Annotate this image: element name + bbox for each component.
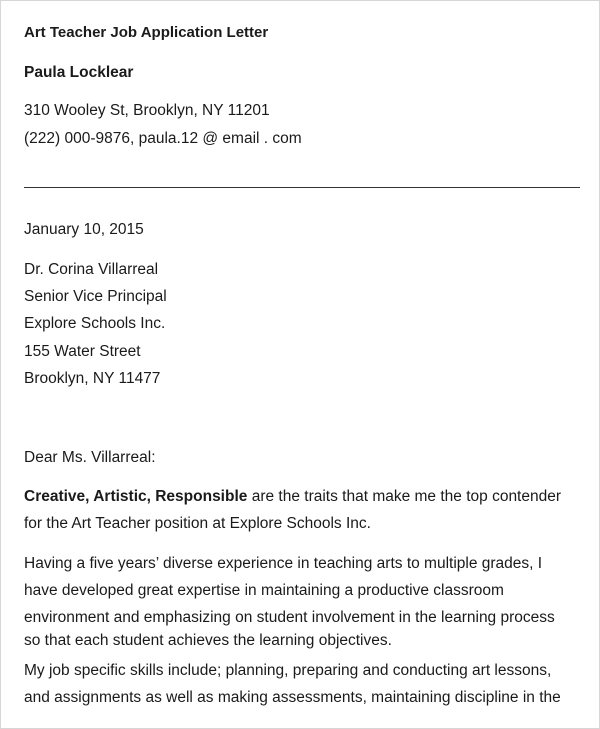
recipient-street: 155 Water Street xyxy=(24,343,141,360)
recipient-organization: Explore Schools Inc. xyxy=(24,315,166,332)
header-divider xyxy=(24,187,580,188)
sender-address: 310 Wooley St, Brooklyn, NY 11201 xyxy=(24,102,270,119)
paragraph-1-line-2: for the Art Teacher position at Explore Schools Inc. xyxy=(24,515,371,532)
paragraph-3-line-2: and assignments as well as making assessments, maintaining discipline in the xyxy=(24,689,561,706)
paragraph-2-line-4: so that each student achieves the learning objectives. xyxy=(24,632,392,649)
paragraph-2-line-1: Having a five years’ diverse experience in teaching arts to multiple grades, I xyxy=(24,555,543,572)
sender-contact: (222) 000-9876, paula.12 @ email . com xyxy=(24,130,302,147)
letter-title: Art Teacher Job Application Letter xyxy=(24,24,269,41)
recipient-city: Brooklyn, NY 11477 xyxy=(24,370,161,387)
salutation: Dear Ms. Villarreal: xyxy=(24,449,156,466)
traits-highlight: Creative, Artistic, Responsible xyxy=(24,488,248,505)
paragraph-1-line-1-rest: are the traits that make me the top contender xyxy=(247,488,562,505)
recipient-name: Dr. Corina Villarreal xyxy=(24,261,159,278)
paragraph-3-line-1: My job specific skills include; planning, preparing and conducting art lessons, xyxy=(24,662,552,679)
paragraph-2-line-2: have developed great expertise in maintaining a productive classroom xyxy=(24,582,504,599)
letter-date: January 10, 2015 xyxy=(24,221,144,238)
recipient-position: Senior Vice Principal xyxy=(24,288,167,305)
paragraph-2-line-3: environment and emphasizing on student involvement in the learning process xyxy=(24,609,555,626)
paragraph-1-line-1 xyxy=(24,487,561,507)
sender-name: Paula Locklear xyxy=(24,64,134,81)
